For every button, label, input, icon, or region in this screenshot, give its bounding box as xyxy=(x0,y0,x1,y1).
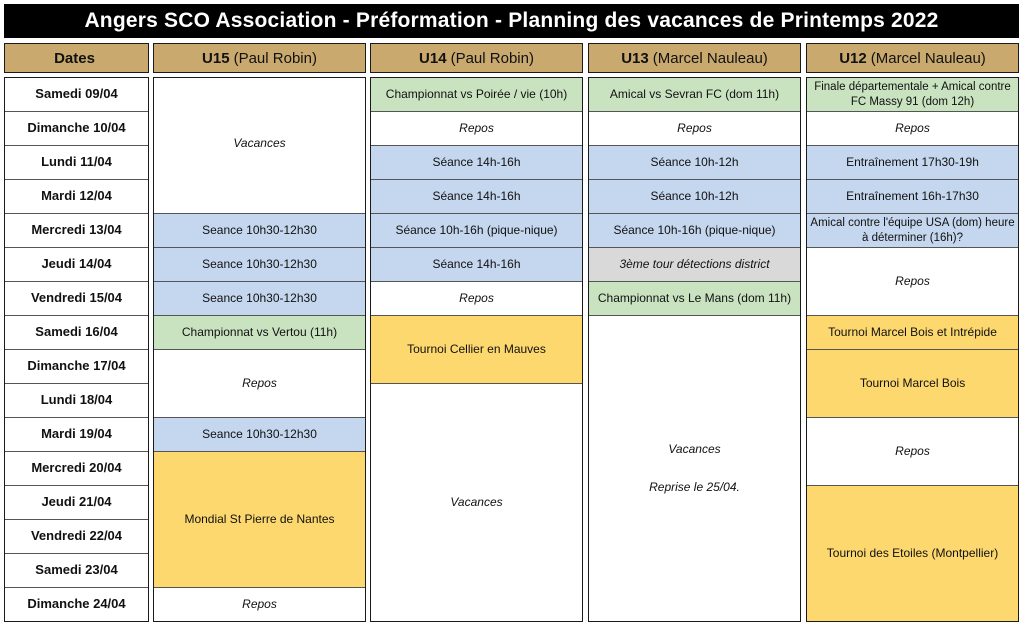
u12-tournoi: Tournoi Marcel Bois xyxy=(807,350,1018,418)
date-cell: Jeudi 21/04 xyxy=(5,486,148,520)
u14-championnat: Championnat vs Poirée / vie (10h) xyxy=(371,78,582,112)
date-cell: Mardi 12/04 xyxy=(5,180,148,214)
u15-column xyxy=(153,77,366,622)
u14-repos: Repos xyxy=(371,112,582,146)
date-cell: Vendredi 15/04 xyxy=(5,282,148,316)
header-dates: Dates xyxy=(4,43,149,73)
date-cell: Lundi 18/04 xyxy=(5,384,148,418)
header-u14: U14 (Paul Robin) xyxy=(370,43,583,73)
u12-amical: Amical contre l'équipe USA (dom) heure à déterminer (16h)? xyxy=(807,214,1018,248)
u15-vacances: Vacances xyxy=(154,78,365,214)
date-cell: Mardi 19/04 xyxy=(5,418,148,452)
u12-repos: Repos xyxy=(807,112,1018,146)
u14-seance: Séance 14h-16h xyxy=(371,180,582,214)
date-cell: Mercredi 13/04 xyxy=(5,214,148,248)
date-cell: Samedi 09/04 xyxy=(5,78,148,112)
header-u12: U12 (Marcel Nauleau) xyxy=(806,43,1019,73)
u13-column xyxy=(588,77,801,622)
u15-seance: Seance 10h30-12h30 xyxy=(154,248,365,282)
header-u13: U13 (Marcel Nauleau) xyxy=(588,43,801,73)
header-u15: U15 (Paul Robin) xyxy=(153,43,366,73)
u13-repos: Repos xyxy=(589,112,800,146)
u12-entrainement: Entraînement 16h-17h30 xyxy=(807,180,1018,214)
u14-repos: Repos xyxy=(371,282,582,316)
dates-column xyxy=(4,77,149,622)
u13-vacances xyxy=(589,316,800,621)
u13-amical: Amical vs Sevran FC (dom 11h) xyxy=(589,78,800,112)
u12-tournoi: Tournoi des Etoiles (Montpellier) xyxy=(807,486,1018,621)
date-cell: Jeudi 14/04 xyxy=(5,248,148,282)
u15-mondial: Mondial St Pierre de Nantes xyxy=(154,452,365,588)
u13-seance: Séance 10h-16h (pique-nique) xyxy=(589,214,800,248)
u15-seance: Seance 10h30-12h30 xyxy=(154,418,365,452)
u15-championnat: Championnat vs Vertou (11h) xyxy=(154,316,365,350)
u13-championnat: Championnat vs Le Mans (dom 11h) xyxy=(589,282,800,316)
u13-detections: 3ème tour détections district xyxy=(589,248,800,282)
date-cell: Mercredi 20/04 xyxy=(5,452,148,486)
u14-vacances: Vacances xyxy=(450,494,503,509)
u15-seance: Seance 10h30-12h30 xyxy=(154,214,365,248)
date-cell: Dimanche 24/04 xyxy=(27,596,126,612)
u14-column xyxy=(370,77,583,622)
u14-seance: Séance 10h-16h (pique-nique) xyxy=(371,214,582,248)
date-cell: Lundi 11/04 xyxy=(5,146,148,180)
date-cell: Dimanche 17/04 xyxy=(5,350,148,384)
u13-reprise-label: Reprise le 25/04. xyxy=(649,479,740,494)
date-cell: Samedi 16/04 xyxy=(5,316,148,350)
u13-seance: Séance 10h-12h xyxy=(589,180,800,214)
date-cell: Samedi 23/04 xyxy=(5,554,148,588)
u14-seance: Séance 14h-16h xyxy=(371,146,582,180)
u15-seance: Seance 10h30-12h30 xyxy=(154,282,365,316)
u14-seance: Séance 14h-16h xyxy=(371,248,582,282)
page-title: Angers SCO Association - Préformation - Planning des vacances de Printemps 2022 xyxy=(4,4,1019,38)
date-cell: Vendredi 22/04 xyxy=(5,520,148,554)
u15-repos: Repos xyxy=(242,596,277,611)
u12-repos: Repos xyxy=(807,248,1018,316)
u15-repos: Repos xyxy=(154,350,365,418)
u14-tournoi: Tournoi Cellier en Mauves xyxy=(371,316,582,384)
u12-tournoi: Tournoi Marcel Bois et Intrépide xyxy=(807,316,1018,350)
u12-repos: Repos xyxy=(807,418,1018,486)
u12-finale: Finale départementale + Amical contre FC Massy 91 (dom 12h) xyxy=(807,78,1018,112)
u13-vacances-label: Vacances xyxy=(668,441,721,456)
u12-column xyxy=(806,77,1019,622)
u13-seance: Séance 10h-12h xyxy=(589,146,800,180)
u12-entrainement: Entraînement 17h30-19h xyxy=(807,146,1018,180)
date-cell: Dimanche 10/04 xyxy=(5,112,148,146)
